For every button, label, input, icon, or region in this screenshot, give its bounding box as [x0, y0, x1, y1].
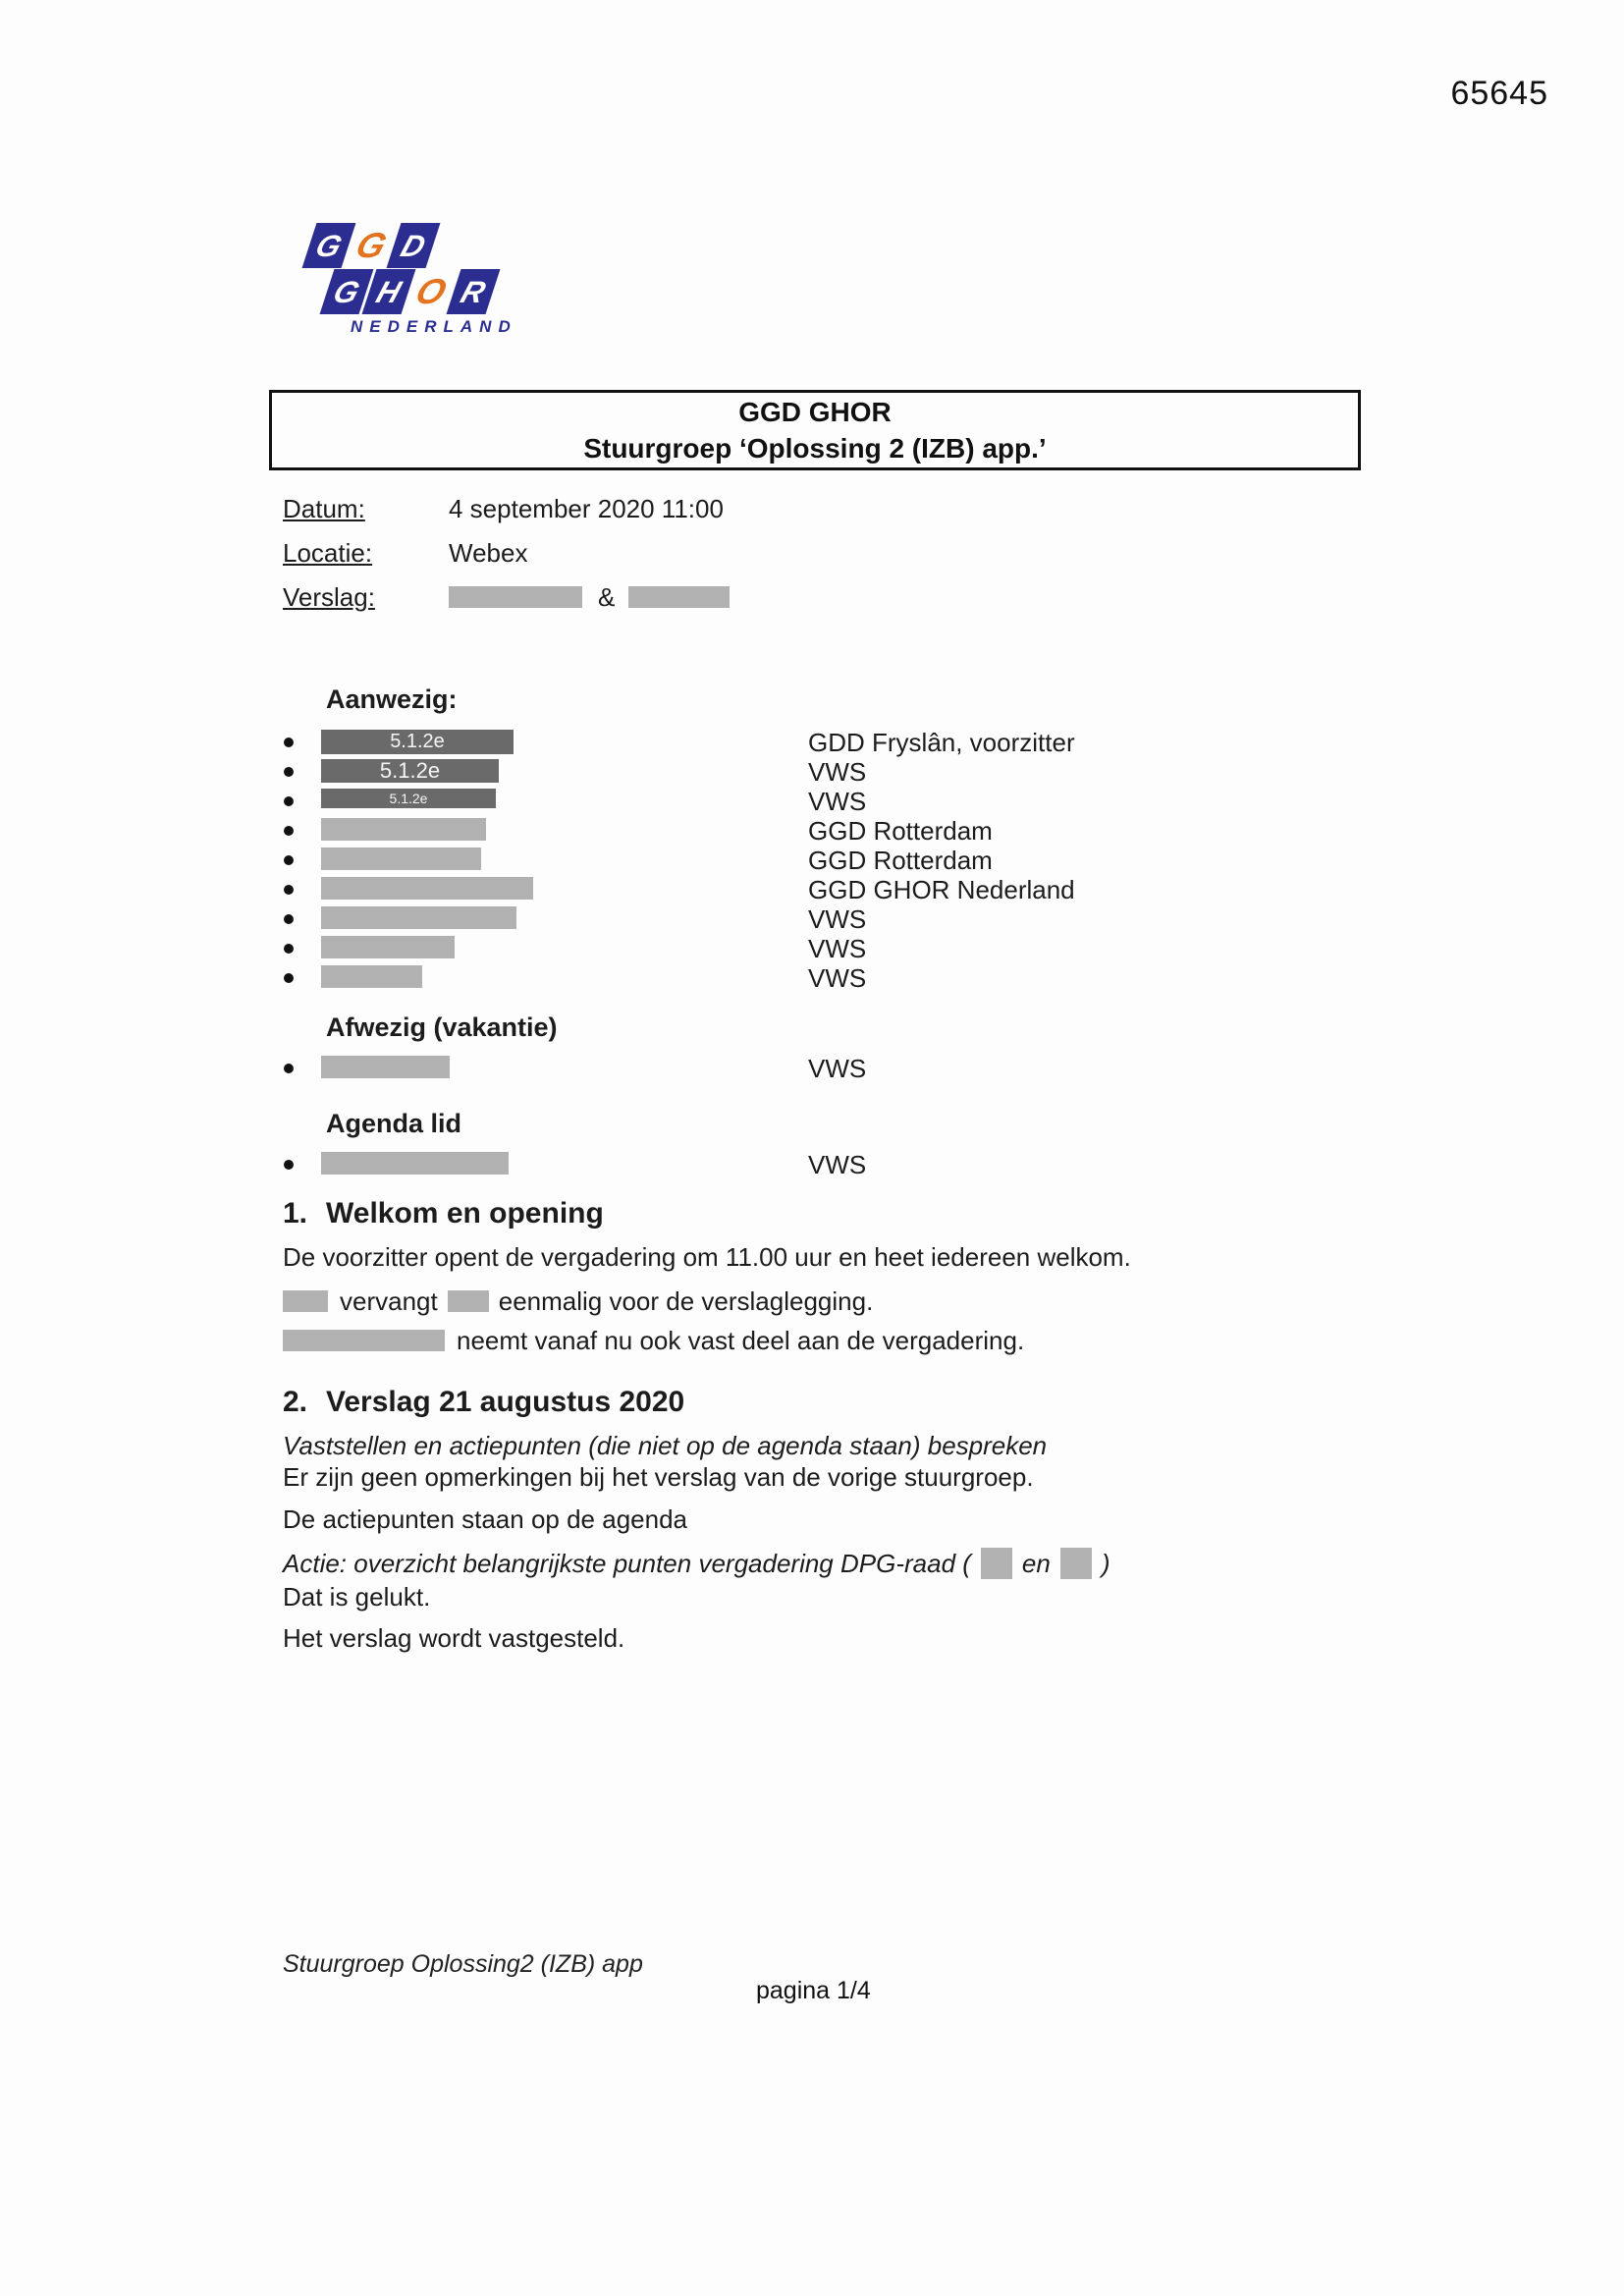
title-line-1: GGD GHOR	[738, 397, 892, 427]
section-paragraph	[283, 1285, 1382, 1317]
organization-label: GDD Fryslân, voorzitter	[808, 728, 1075, 757]
bullet-icon	[284, 914, 294, 924]
attendee-row	[283, 906, 1363, 936]
organization-label: GGD GHOR Nederland	[808, 875, 1075, 904]
agenda-lid-heading: Agenda lid	[326, 1109, 462, 1138]
redaction-bar	[283, 1290, 328, 1312]
ampersand-separator: &	[598, 582, 616, 612]
aanwezig-heading: Aanwezig:	[326, 684, 458, 714]
bullet-icon	[284, 738, 294, 747]
attendee-row	[283, 759, 1363, 789]
afwezig-list	[283, 1056, 1363, 1085]
paragraph-text: Actie: overzicht belangrijkste punten vergadering DPG-raad (	[283, 1549, 971, 1578]
bullet-icon	[284, 1160, 294, 1170]
section-paragraph	[283, 1430, 1382, 1461]
organization-label: GGD Rotterdam	[808, 816, 993, 846]
meta-row-datum	[283, 494, 1166, 538]
logo-letter-tile: G	[302, 223, 356, 268]
locatie-value: Webex	[449, 538, 528, 568]
section-1	[283, 1197, 1382, 1356]
paragraph-text: Vaststellen en actiepunten (die niet op de agenda staan) bespreken	[283, 1431, 1048, 1460]
paragraph-text: )	[1101, 1549, 1110, 1578]
paragraph-text: vervangt	[340, 1286, 438, 1316]
bullet-icon	[284, 826, 294, 836]
attendee-row	[283, 730, 1363, 759]
section-number: 1.	[283, 1197, 308, 1230]
meta-row-verslag	[283, 582, 1166, 627]
redaction-bar	[321, 847, 481, 870]
redaction-bar	[628, 586, 730, 608]
logo-caption: NEDERLAND	[351, 317, 517, 336]
section-paragraph	[283, 1622, 1382, 1654]
organization-label: VWS	[808, 1150, 867, 1179]
document-number: 65645	[1450, 75, 1548, 112]
redaction-bar	[321, 1152, 509, 1175]
logo-row-ggd	[309, 223, 436, 268]
logo-letter-tile: G	[320, 269, 374, 314]
logo-letter-tile: O	[410, 271, 452, 311]
logo-letter-tile: D	[387, 223, 441, 268]
logo-letter-tile: G	[351, 225, 392, 265]
redaction-bar	[321, 936, 455, 958]
logo-letter-tile: R	[447, 269, 501, 314]
section-paragraph	[283, 1503, 1382, 1535]
redaction-bar	[321, 818, 486, 841]
attendee-row	[283, 789, 1363, 818]
section-number: 2.	[283, 1386, 308, 1418]
section-title: Verslag 21 augustus 2020	[326, 1386, 685, 1418]
organization-label: VWS	[808, 904, 867, 934]
datum-value: 4 september 2020 11:00	[449, 494, 724, 523]
section-title: Welkom en opening	[326, 1197, 604, 1230]
redaction-bar	[321, 877, 533, 900]
attendee-row	[283, 847, 1363, 877]
aanwezig-list	[283, 730, 1363, 995]
attendee-row	[283, 965, 1363, 995]
bullet-icon	[284, 944, 294, 954]
redaction-bar	[283, 1330, 445, 1351]
paragraph-text: neemt vanaf nu ook vast deel aan de vergadering.	[457, 1326, 1025, 1355]
section-paragraph	[283, 1241, 1382, 1273]
datum-label: Datum:	[283, 494, 365, 523]
bullet-icon	[284, 973, 294, 983]
ggd-ghor-logo	[309, 223, 565, 351]
attendee-row	[283, 818, 1363, 847]
organization-label: GGD Rotterdam	[808, 846, 993, 875]
verslag-value	[449, 582, 730, 612]
afwezig-heading: Afwezig (vakantie)	[326, 1012, 558, 1042]
logo-row-ghor	[327, 269, 496, 314]
locatie-label: Locatie:	[283, 538, 373, 568]
attendee-row	[283, 877, 1363, 906]
meta-block	[283, 494, 1166, 627]
section-heading	[283, 1386, 1382, 1419]
paragraph-text: en	[1021, 1549, 1051, 1578]
section-heading	[283, 1197, 1382, 1230]
paragraph-text: De actiepunten staan op de agenda	[283, 1504, 688, 1534]
bullet-icon	[284, 1064, 294, 1073]
redaction-bar	[981, 1548, 1012, 1579]
organization-label: VWS	[808, 1054, 867, 1083]
organization-label: VWS	[808, 757, 867, 787]
paragraph-text: Het verslag wordt vastgesteld.	[283, 1623, 625, 1654]
title-box	[269, 390, 1361, 470]
title-line-2: Stuurgroep ‘Oplossing 2 (IZB) app.’	[583, 433, 1047, 464]
redaction-bar: 5.1.2e	[321, 759, 499, 783]
paragraph-text: De voorzitter opent de vergadering om 11.00 uur en heet iedereen welkom.	[283, 1242, 1131, 1272]
attendee-row	[283, 1056, 1363, 1085]
footer-page-number: pagina 1/4	[756, 1977, 871, 2004]
agenda-lid-list	[283, 1152, 1363, 1181]
bullet-icon	[284, 885, 294, 895]
logo-letter-tile: H	[362, 269, 416, 314]
redaction-bar	[448, 1290, 489, 1312]
verslag-label: Verslag:	[283, 582, 375, 612]
redaction-bar	[449, 586, 582, 608]
attendee-row	[283, 1152, 1363, 1181]
redaction-bar: 5.1.2e	[321, 730, 514, 754]
section-paragraph	[283, 1581, 1382, 1613]
paragraph-text: eenmalig voor de verslaglegging.	[498, 1286, 874, 1316]
redaction-bar: 5.1.2e	[321, 789, 496, 808]
attendance-block	[283, 683, 1363, 1181]
organization-label: VWS	[808, 787, 867, 816]
section-paragraph	[283, 1325, 1382, 1356]
organization-label: VWS	[808, 934, 867, 963]
minutes-sections	[283, 1197, 1382, 1654]
bullet-icon	[284, 855, 294, 865]
meta-row-locatie	[283, 538, 1166, 582]
section-2	[283, 1386, 1382, 1654]
bullet-icon	[284, 796, 294, 806]
redaction-bar	[321, 906, 516, 929]
footer-document-title: Stuurgroep Oplossing2 (IZB) app	[283, 1950, 643, 1978]
redaction-bar	[321, 965, 422, 988]
redaction-bar	[1060, 1548, 1092, 1579]
section-paragraph	[283, 1461, 1382, 1493]
redaction-bar	[321, 1056, 450, 1078]
organization-label: VWS	[808, 963, 867, 993]
bullet-icon	[284, 767, 294, 777]
attendee-row	[283, 936, 1363, 965]
section-paragraph	[283, 1548, 1382, 1581]
paragraph-text: Er zijn geen opmerkingen bij het verslag van de vorige stuurgroep.	[283, 1462, 1034, 1492]
paragraph-text: Dat is gelukt.	[283, 1582, 431, 1613]
